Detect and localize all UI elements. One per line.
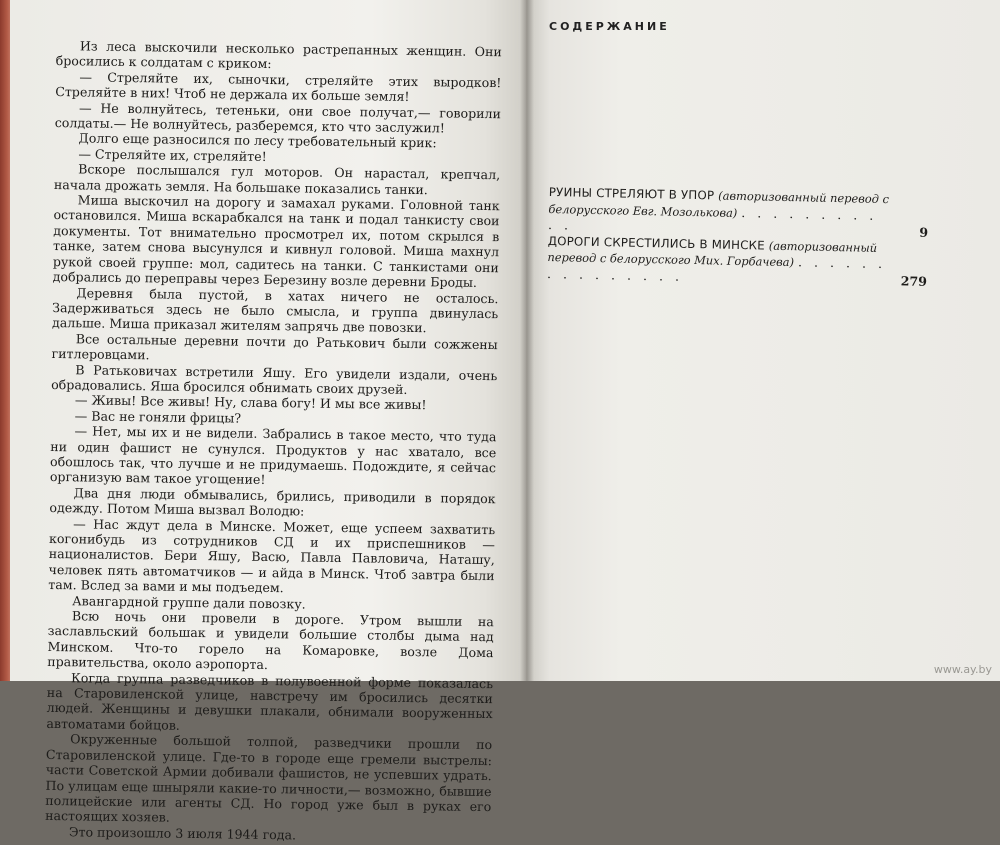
toc-entry — [547, 233, 928, 290]
paragraph: Долго еще разносился по лесу требовательный крик: — [78, 130, 437, 151]
paragraph: — Стреляйте их, стреляйте! — [78, 146, 267, 164]
toc-entry — [548, 184, 929, 241]
toc-entry-note: (авторизованный перевод с белорусского Евг. Мозолькова) — [548, 188, 890, 220]
paragraph: Всю ночь они провели в дороге. Утром вышли на заславльский большак и увидели большие столбы дыма над Минском. Что-то горело на Комаровке, возле Дома правительства, около аэропорта. — [47, 608, 494, 673]
paragraph: — Нет, мы их и не видели. Забрались в такое место, что туда ни один фашист не сунулся. Продуктов у нас хватало, все обошлось так, что лучше и не придумаешь. Подождите, я сейчас организую вам такое угощение! — [49, 423, 497, 488]
paragraph: — Нас ждут дела в Минске. Может, еще успеем захватить когонибудь из сотрудников СД и их приспешников — националистов. Бери Яшу, Васю, Павла Павловича, Наташу, человек пять автоматчиков — и айда в Минск. Чтоб завтра были там. Вслед за вами и мы подъедем. — [48, 515, 496, 596]
toc-heading: СОДЕРЖАНИЕ — [549, 20, 670, 33]
left-page-text — [45, 38, 502, 845]
paragraph: Два дня люди обмывались, брились, приводили в порядок одежду. Потом Миша вызвал Володю: — [49, 485, 496, 519]
paragraph: Деревня была пустой, в хатах ничего не осталось. Задерживаться здесь не было смысла, и группа двинулась дальше. Миша приказал жителям запрячь две повозки. — [51, 284, 499, 336]
book-gutter — [520, 0, 534, 681]
toc-entry-page: 279 — [900, 273, 928, 289]
paragraph: Из леса выскочили несколько растрепанных женщин. Они бросились к солдатам с криком: — [55, 38, 502, 72]
toc-entry-title: ДОРОГИ СКРЕСТИЛИСЬ В МИНСКЕ — [547, 233, 765, 253]
paragraph: Когда группа разведчиков в полувоенной форме показалась на Старовиленской улице, навстречу им бросились десятки людей. Женщины и девушки плакали, обнимали вооруженных автоматами бойцов. — [46, 669, 494, 733]
paragraph: — Стреляйте их, сыночки, стреляйте этих выродков! Стреляйте в них! Чтоб не держала их больше земля! — [55, 69, 502, 105]
watermark: www.ay.by — [933, 663, 992, 676]
right-page — [526, 0, 1000, 681]
paragraph: Все остальные деревни почти до Ратькович были сожжены гитлеровцами. — [51, 331, 498, 363]
paragraph: В Ратьковичах встретили Яшу. Его увидели издали, очень обрадовались. Яша бросился обнимать своих друзей. — [51, 361, 498, 397]
paragraph: — Не волнуйтесь, тетеньки, они свое получат,— говорили солдаты.— Не волнуйтесь, разберемся, кто что заслужил! — [54, 99, 502, 136]
toc-entry-note: (авторизованный перевод с белорусского Мих. Горбачева) — [547, 238, 878, 270]
paragraph: — Живы! Все живы! Ну, слава богу! И мы все живы! — [74, 392, 427, 413]
toc-leader-dots: . . . . . . . . . . . — [547, 204, 878, 233]
toc-leader-dots: . . . . . . . . . . . . . . . — [546, 254, 887, 284]
toc-entry-page: 9 — [919, 224, 929, 241]
paragraph: Авангардной группе дали повозку. — [72, 592, 306, 612]
toc-entry-title: РУИНЫ СТРЕЛЯЮТ В УПОР — [548, 184, 715, 203]
paragraph: Вскоре послышался гул моторов. Он нарастал, крепчал, начала дрожать земля. На большаке показались танки. — [53, 161, 501, 197]
paragraph: — Вас не гоняли фрицы? — [74, 408, 242, 426]
table-of-contents — [547, 184, 929, 289]
paragraph: Миша выскочил на дорогу и замахал руками. Головной танк остановился. Миша вскарабкался на танк и подал танкисту свои документы. Тот внимательно просмотрел их, потом скрылся в танке, затем снова высунулся и кивнул головой. Миша махнул рукой своей группе: мол, садитесь на танки. С танкистами они добрались до переправы через Березину возле деревни Броды. — [52, 192, 500, 290]
paragraph: Это произошло 3 июля 1944 года. — [68, 823, 297, 843]
paragraph: Окруженные большой толпой, разведчики прошли по Старовиленской улице. Где-то в городе еще гремели выстрелы: части Советской Армии добивали фашистов, не успевших удрать. По улицам еще шныряли какие-то личности,— возможно, бывшие полицейские или агенты СД. Но город уже был в руках его настоящих хозяев. — [45, 731, 493, 825]
